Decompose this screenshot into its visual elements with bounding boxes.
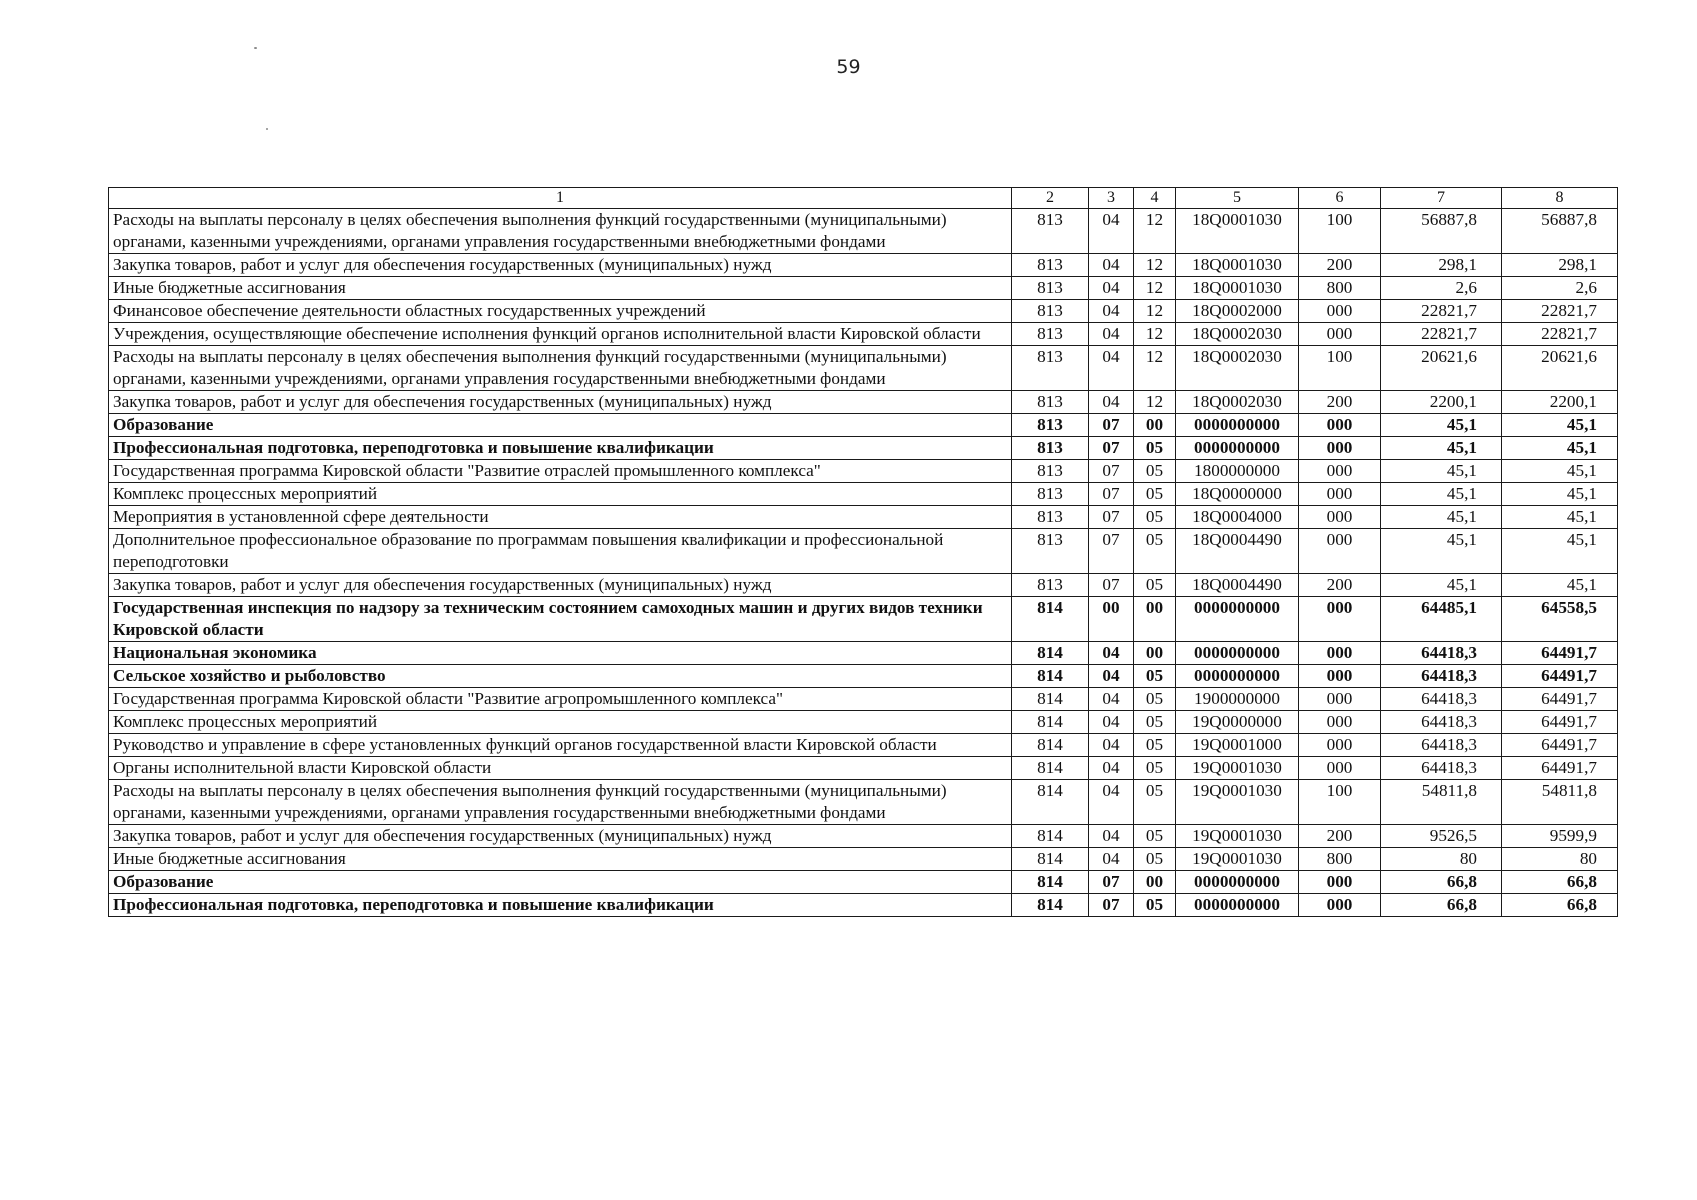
amount-col8-cell: 22821,7 bbox=[1502, 323, 1618, 346]
subsection-code-cell: 00 bbox=[1134, 414, 1176, 437]
subsection-code-cell: 05 bbox=[1134, 894, 1176, 917]
table-body bbox=[109, 188, 1618, 917]
table-row bbox=[109, 483, 1618, 506]
subsection-code-cell: 12 bbox=[1134, 277, 1176, 300]
amount-col7-cell: 298,1 bbox=[1381, 254, 1502, 277]
target-article-cell: 0000000000 bbox=[1176, 437, 1299, 460]
table-row bbox=[109, 894, 1618, 917]
amount-col8-cell: 45,1 bbox=[1502, 414, 1618, 437]
page-number: 59 bbox=[836, 56, 861, 78]
subsection-code-cell: 05 bbox=[1134, 688, 1176, 711]
column-number-header: 5 bbox=[1176, 188, 1299, 209]
subsection-code-cell: 05 bbox=[1134, 483, 1176, 506]
amount-col7-cell: 20621,6 bbox=[1381, 346, 1502, 391]
target-article-cell: 0000000000 bbox=[1176, 642, 1299, 665]
administrator-code-cell: 814 bbox=[1012, 642, 1089, 665]
amount-col8-cell: 64491,7 bbox=[1502, 757, 1618, 780]
amount-col7-cell: 66,8 bbox=[1381, 871, 1502, 894]
target-article-cell: 0000000000 bbox=[1176, 414, 1299, 437]
target-article-cell: 18Q0002030 bbox=[1176, 346, 1299, 391]
table-row bbox=[109, 734, 1618, 757]
section-code-cell: 04 bbox=[1089, 346, 1134, 391]
column-number-header-row bbox=[109, 188, 1618, 209]
expense-name-cell: Образование bbox=[109, 871, 1012, 894]
target-article-cell: 18Q0000000 bbox=[1176, 483, 1299, 506]
expense-type-cell: 000 bbox=[1299, 688, 1381, 711]
table-row bbox=[109, 254, 1618, 277]
subsection-code-cell: 05 bbox=[1134, 574, 1176, 597]
amount-col7-cell: 56887,8 bbox=[1381, 209, 1502, 254]
section-code-cell: 04 bbox=[1089, 209, 1134, 254]
administrator-code-cell: 814 bbox=[1012, 871, 1089, 894]
subsection-code-cell: 05 bbox=[1134, 529, 1176, 574]
expense-name-cell: Расходы на выплаты персоналу в целях обеспечения выполнения функций государственными (муниципальными) органами, казенными учреждениями, органами управления государственными внебюджетными фондами bbox=[109, 209, 1012, 254]
scan-speck bbox=[266, 128, 268, 130]
administrator-code-cell: 813 bbox=[1012, 483, 1089, 506]
amount-col8-cell: 45,1 bbox=[1502, 529, 1618, 574]
amount-col8-cell: 2200,1 bbox=[1502, 391, 1618, 414]
administrator-code-cell: 813 bbox=[1012, 391, 1089, 414]
expense-name-cell: Комплекс процессных мероприятий bbox=[109, 483, 1012, 506]
amount-col8-cell: 22821,7 bbox=[1502, 300, 1618, 323]
section-code-cell: 04 bbox=[1089, 277, 1134, 300]
table-row bbox=[109, 825, 1618, 848]
amount-col8-cell: 64491,7 bbox=[1502, 642, 1618, 665]
subsection-code-cell: 12 bbox=[1134, 209, 1176, 254]
amount-col7-cell: 45,1 bbox=[1381, 437, 1502, 460]
expense-type-cell: 000 bbox=[1299, 757, 1381, 780]
column-number-header: 3 bbox=[1089, 188, 1134, 209]
target-article-cell: 19Q0001030 bbox=[1176, 825, 1299, 848]
administrator-code-cell: 813 bbox=[1012, 254, 1089, 277]
administrator-code-cell: 813 bbox=[1012, 506, 1089, 529]
table-row bbox=[109, 711, 1618, 734]
expense-name-cell: Расходы на выплаты персоналу в целях обеспечения выполнения функций государственными (муниципальными) органами, казенными учреждениями, органами управления государственными внебюджетными фондами bbox=[109, 780, 1012, 825]
target-article-cell: 0000000000 bbox=[1176, 597, 1299, 642]
amount-col7-cell: 64418,3 bbox=[1381, 688, 1502, 711]
section-code-cell: 04 bbox=[1089, 642, 1134, 665]
amount-col8-cell: 56887,8 bbox=[1502, 209, 1618, 254]
section-code-cell: 04 bbox=[1089, 391, 1134, 414]
section-code-cell: 00 bbox=[1089, 597, 1134, 642]
target-article-cell: 1900000000 bbox=[1176, 688, 1299, 711]
expense-name-cell: Закупка товаров, работ и услуг для обеспечения государственных (муниципальных) нужд bbox=[109, 254, 1012, 277]
expense-name-cell: Государственная инспекция по надзору за техническим состоянием самоходных машин и других видов техники Кировской области bbox=[109, 597, 1012, 642]
target-article-cell: 19Q0001030 bbox=[1176, 848, 1299, 871]
expense-type-cell: 000 bbox=[1299, 506, 1381, 529]
amount-col8-cell: 64491,7 bbox=[1502, 711, 1618, 734]
expense-type-cell: 000 bbox=[1299, 734, 1381, 757]
target-article-cell: 18Q0004000 bbox=[1176, 506, 1299, 529]
expense-type-cell: 000 bbox=[1299, 665, 1381, 688]
target-article-cell: 18Q0001030 bbox=[1176, 209, 1299, 254]
amount-col8-cell: 64491,7 bbox=[1502, 665, 1618, 688]
table-row bbox=[109, 437, 1618, 460]
column-number-header: 2 bbox=[1012, 188, 1089, 209]
administrator-code-cell: 813 bbox=[1012, 460, 1089, 483]
amount-col7-cell: 54811,8 bbox=[1381, 780, 1502, 825]
expense-name-cell: Образование bbox=[109, 414, 1012, 437]
administrator-code-cell: 813 bbox=[1012, 277, 1089, 300]
administrator-code-cell: 813 bbox=[1012, 529, 1089, 574]
administrator-code-cell: 813 bbox=[1012, 346, 1089, 391]
table-row bbox=[109, 529, 1618, 574]
amount-col8-cell: 64558,5 bbox=[1502, 597, 1618, 642]
table-row bbox=[109, 597, 1618, 642]
budget-table bbox=[108, 187, 1618, 917]
amount-col8-cell: 20621,6 bbox=[1502, 346, 1618, 391]
target-article-cell: 19Q0001000 bbox=[1176, 734, 1299, 757]
amount-col7-cell: 2200,1 bbox=[1381, 391, 1502, 414]
expense-name-cell: Профессиональная подготовка, переподготовка и повышение квалификации bbox=[109, 437, 1012, 460]
expense-type-cell: 100 bbox=[1299, 780, 1381, 825]
administrator-code-cell: 814 bbox=[1012, 780, 1089, 825]
table-row bbox=[109, 506, 1618, 529]
section-code-cell: 07 bbox=[1089, 460, 1134, 483]
subsection-code-cell: 05 bbox=[1134, 734, 1176, 757]
subsection-code-cell: 05 bbox=[1134, 780, 1176, 825]
subsection-code-cell: 00 bbox=[1134, 642, 1176, 665]
amount-col7-cell: 45,1 bbox=[1381, 460, 1502, 483]
subsection-code-cell: 05 bbox=[1134, 848, 1176, 871]
amount-col7-cell: 9526,5 bbox=[1381, 825, 1502, 848]
expense-name-cell: Профессиональная подготовка, переподготовка и повышение квалификации bbox=[109, 894, 1012, 917]
expense-type-cell: 000 bbox=[1299, 300, 1381, 323]
section-code-cell: 07 bbox=[1089, 414, 1134, 437]
section-code-cell: 04 bbox=[1089, 734, 1134, 757]
subsection-code-cell: 05 bbox=[1134, 825, 1176, 848]
section-code-cell: 07 bbox=[1089, 574, 1134, 597]
target-article-cell: 18Q0001030 bbox=[1176, 277, 1299, 300]
subsection-code-cell: 12 bbox=[1134, 323, 1176, 346]
section-code-cell: 04 bbox=[1089, 848, 1134, 871]
expense-name-cell: Иные бюджетные ассигнования bbox=[109, 277, 1012, 300]
column-number-header: 8 bbox=[1502, 188, 1618, 209]
expense-type-cell: 000 bbox=[1299, 642, 1381, 665]
table-row bbox=[109, 665, 1618, 688]
table-row bbox=[109, 871, 1618, 894]
expense-name-cell: Комплекс процессных мероприятий bbox=[109, 711, 1012, 734]
amount-col8-cell: 45,1 bbox=[1502, 506, 1618, 529]
amount-col7-cell: 64418,3 bbox=[1381, 757, 1502, 780]
expense-name-cell: Руководство и управление в сфере установленных функций органов государственной власти Кировской области bbox=[109, 734, 1012, 757]
amount-col8-cell: 45,1 bbox=[1502, 483, 1618, 506]
section-code-cell: 04 bbox=[1089, 254, 1134, 277]
table-row bbox=[109, 642, 1618, 665]
expense-name-cell: Дополнительное профессиональное образование по программам повышения квалификации и профессиональной переподготовки bbox=[109, 529, 1012, 574]
expense-type-cell: 000 bbox=[1299, 437, 1381, 460]
target-article-cell: 18Q0004490 bbox=[1176, 574, 1299, 597]
expense-type-cell: 200 bbox=[1299, 574, 1381, 597]
target-article-cell: 18Q0001030 bbox=[1176, 254, 1299, 277]
amount-col7-cell: 80 bbox=[1381, 848, 1502, 871]
administrator-code-cell: 813 bbox=[1012, 209, 1089, 254]
expense-type-cell: 800 bbox=[1299, 848, 1381, 871]
section-code-cell: 04 bbox=[1089, 323, 1134, 346]
administrator-code-cell: 814 bbox=[1012, 665, 1089, 688]
section-code-cell: 04 bbox=[1089, 300, 1134, 323]
expense-type-cell: 200 bbox=[1299, 391, 1381, 414]
amount-col7-cell: 2,6 bbox=[1381, 277, 1502, 300]
expense-type-cell: 000 bbox=[1299, 871, 1381, 894]
column-number-header: 6 bbox=[1299, 188, 1381, 209]
target-article-cell: 18Q0002000 bbox=[1176, 300, 1299, 323]
subsection-code-cell: 05 bbox=[1134, 711, 1176, 734]
target-article-cell: 0000000000 bbox=[1176, 894, 1299, 917]
subsection-code-cell: 12 bbox=[1134, 346, 1176, 391]
table-row bbox=[109, 300, 1618, 323]
table-row bbox=[109, 848, 1618, 871]
expense-name-cell: Закупка товаров, работ и услуг для обеспечения государственных (муниципальных) нужд bbox=[109, 391, 1012, 414]
table-row bbox=[109, 414, 1618, 437]
section-code-cell: 04 bbox=[1089, 711, 1134, 734]
amount-col7-cell: 45,1 bbox=[1381, 574, 1502, 597]
section-code-cell: 04 bbox=[1089, 665, 1134, 688]
expense-type-cell: 200 bbox=[1299, 825, 1381, 848]
table-row bbox=[109, 460, 1618, 483]
administrator-code-cell: 813 bbox=[1012, 574, 1089, 597]
administrator-code-cell: 814 bbox=[1012, 688, 1089, 711]
administrator-code-cell: 814 bbox=[1012, 734, 1089, 757]
table-row bbox=[109, 688, 1618, 711]
administrator-code-cell: 814 bbox=[1012, 711, 1089, 734]
table-row bbox=[109, 780, 1618, 825]
expense-type-cell: 000 bbox=[1299, 529, 1381, 574]
table-row bbox=[109, 323, 1618, 346]
administrator-code-cell: 813 bbox=[1012, 323, 1089, 346]
section-code-cell: 07 bbox=[1089, 871, 1134, 894]
expense-type-cell: 200 bbox=[1299, 254, 1381, 277]
amount-col8-cell: 66,8 bbox=[1502, 871, 1618, 894]
amount-col8-cell: 45,1 bbox=[1502, 437, 1618, 460]
amount-col8-cell: 66,8 bbox=[1502, 894, 1618, 917]
amount-col8-cell: 45,1 bbox=[1502, 574, 1618, 597]
expense-name-cell: Закупка товаров, работ и услуг для обеспечения государственных (муниципальных) нужд bbox=[109, 574, 1012, 597]
table-row bbox=[109, 277, 1618, 300]
amount-col7-cell: 45,1 bbox=[1381, 529, 1502, 574]
amount-col7-cell: 66,8 bbox=[1381, 894, 1502, 917]
administrator-code-cell: 813 bbox=[1012, 437, 1089, 460]
administrator-code-cell: 814 bbox=[1012, 894, 1089, 917]
amount-col7-cell: 64418,3 bbox=[1381, 665, 1502, 688]
section-code-cell: 07 bbox=[1089, 437, 1134, 460]
expense-name-cell: Органы исполнительной власти Кировской области bbox=[109, 757, 1012, 780]
subsection-code-cell: 05 bbox=[1134, 437, 1176, 460]
section-code-cell: 04 bbox=[1089, 780, 1134, 825]
amount-col8-cell: 54811,8 bbox=[1502, 780, 1618, 825]
table-row bbox=[109, 574, 1618, 597]
section-code-cell: 04 bbox=[1089, 757, 1134, 780]
target-article-cell: 18Q0004490 bbox=[1176, 529, 1299, 574]
expense-name-cell: Национальная экономика bbox=[109, 642, 1012, 665]
subsection-code-cell: 05 bbox=[1134, 506, 1176, 529]
table-row bbox=[109, 757, 1618, 780]
amount-col7-cell: 45,1 bbox=[1381, 506, 1502, 529]
subsection-code-cell: 00 bbox=[1134, 871, 1176, 894]
section-code-cell: 04 bbox=[1089, 688, 1134, 711]
amount-col7-cell: 45,1 bbox=[1381, 414, 1502, 437]
column-number-header: 4 bbox=[1134, 188, 1176, 209]
amount-col7-cell: 64418,3 bbox=[1381, 711, 1502, 734]
expense-type-cell: 000 bbox=[1299, 414, 1381, 437]
section-code-cell: 07 bbox=[1089, 483, 1134, 506]
amount-col7-cell: 22821,7 bbox=[1381, 323, 1502, 346]
amount-col7-cell: 64418,3 bbox=[1381, 642, 1502, 665]
target-article-cell: 0000000000 bbox=[1176, 871, 1299, 894]
expense-type-cell: 000 bbox=[1299, 460, 1381, 483]
target-article-cell: 19Q0001030 bbox=[1176, 780, 1299, 825]
expense-name-cell: Учреждения, осуществляющие обеспечение исполнения функций органов исполнительной власти Кировской области bbox=[109, 323, 1012, 346]
amount-col7-cell: 22821,7 bbox=[1381, 300, 1502, 323]
expense-name-cell: Закупка товаров, работ и услуг для обеспечения государственных (муниципальных) нужд bbox=[109, 825, 1012, 848]
amount-col8-cell: 64491,7 bbox=[1502, 688, 1618, 711]
subsection-code-cell: 12 bbox=[1134, 300, 1176, 323]
expense-name-cell: Сельское хозяйство и рыболовство bbox=[109, 665, 1012, 688]
section-code-cell: 07 bbox=[1089, 529, 1134, 574]
target-article-cell: 19Q0001030 bbox=[1176, 757, 1299, 780]
table-row bbox=[109, 391, 1618, 414]
expense-name-cell: Расходы на выплаты персоналу в целях обеспечения выполнения функций государственными (муниципальными) органами, казенными учреждениями, органами управления государственными внебюджетными фондами bbox=[109, 346, 1012, 391]
subsection-code-cell: 05 bbox=[1134, 665, 1176, 688]
amount-col8-cell: 9599,9 bbox=[1502, 825, 1618, 848]
target-article-cell: 1800000000 bbox=[1176, 460, 1299, 483]
administrator-code-cell: 814 bbox=[1012, 825, 1089, 848]
section-code-cell: 04 bbox=[1089, 825, 1134, 848]
amount-col8-cell: 64491,7 bbox=[1502, 734, 1618, 757]
column-number-header: 1 bbox=[109, 188, 1012, 209]
expense-type-cell: 100 bbox=[1299, 346, 1381, 391]
expense-name-cell: Государственная программа Кировской области "Развитие отраслей промышленного комплекса" bbox=[109, 460, 1012, 483]
expense-type-cell: 000 bbox=[1299, 711, 1381, 734]
expense-type-cell: 800 bbox=[1299, 277, 1381, 300]
target-article-cell: 0000000000 bbox=[1176, 665, 1299, 688]
table-row bbox=[109, 346, 1618, 391]
subsection-code-cell: 00 bbox=[1134, 597, 1176, 642]
expense-type-cell: 000 bbox=[1299, 894, 1381, 917]
amount-col8-cell: 298,1 bbox=[1502, 254, 1618, 277]
expense-type-cell: 100 bbox=[1299, 209, 1381, 254]
subsection-code-cell: 12 bbox=[1134, 254, 1176, 277]
table-row bbox=[109, 209, 1618, 254]
target-article-cell: 18Q0002030 bbox=[1176, 323, 1299, 346]
administrator-code-cell: 813 bbox=[1012, 414, 1089, 437]
scan-speck bbox=[254, 47, 257, 49]
amount-col7-cell: 45,1 bbox=[1381, 483, 1502, 506]
expense-type-cell: 000 bbox=[1299, 323, 1381, 346]
expense-type-cell: 000 bbox=[1299, 483, 1381, 506]
section-code-cell: 07 bbox=[1089, 506, 1134, 529]
administrator-code-cell: 814 bbox=[1012, 757, 1089, 780]
subsection-code-cell: 05 bbox=[1134, 460, 1176, 483]
expense-name-cell: Финансовое обеспечение деятельности областных государственных учреждений bbox=[109, 300, 1012, 323]
amount-col7-cell: 64485,1 bbox=[1381, 597, 1502, 642]
section-code-cell: 07 bbox=[1089, 894, 1134, 917]
amount-col8-cell: 2,6 bbox=[1502, 277, 1618, 300]
expense-name-cell: Государственная программа Кировской области "Развитие агропромышленного комплекса" bbox=[109, 688, 1012, 711]
amount-col8-cell: 45,1 bbox=[1502, 460, 1618, 483]
administrator-code-cell: 813 bbox=[1012, 300, 1089, 323]
administrator-code-cell: 814 bbox=[1012, 848, 1089, 871]
amount-col7-cell: 64418,3 bbox=[1381, 734, 1502, 757]
amount-col8-cell: 80 bbox=[1502, 848, 1618, 871]
target-article-cell: 19Q0000000 bbox=[1176, 711, 1299, 734]
subsection-code-cell: 05 bbox=[1134, 757, 1176, 780]
expense-name-cell: Иные бюджетные ассигнования bbox=[109, 848, 1012, 871]
column-number-header: 7 bbox=[1381, 188, 1502, 209]
subsection-code-cell: 12 bbox=[1134, 391, 1176, 414]
administrator-code-cell: 814 bbox=[1012, 597, 1089, 642]
target-article-cell: 18Q0002030 bbox=[1176, 391, 1299, 414]
expense-name-cell: Мероприятия в установленной сфере деятельности bbox=[109, 506, 1012, 529]
expense-type-cell: 000 bbox=[1299, 597, 1381, 642]
